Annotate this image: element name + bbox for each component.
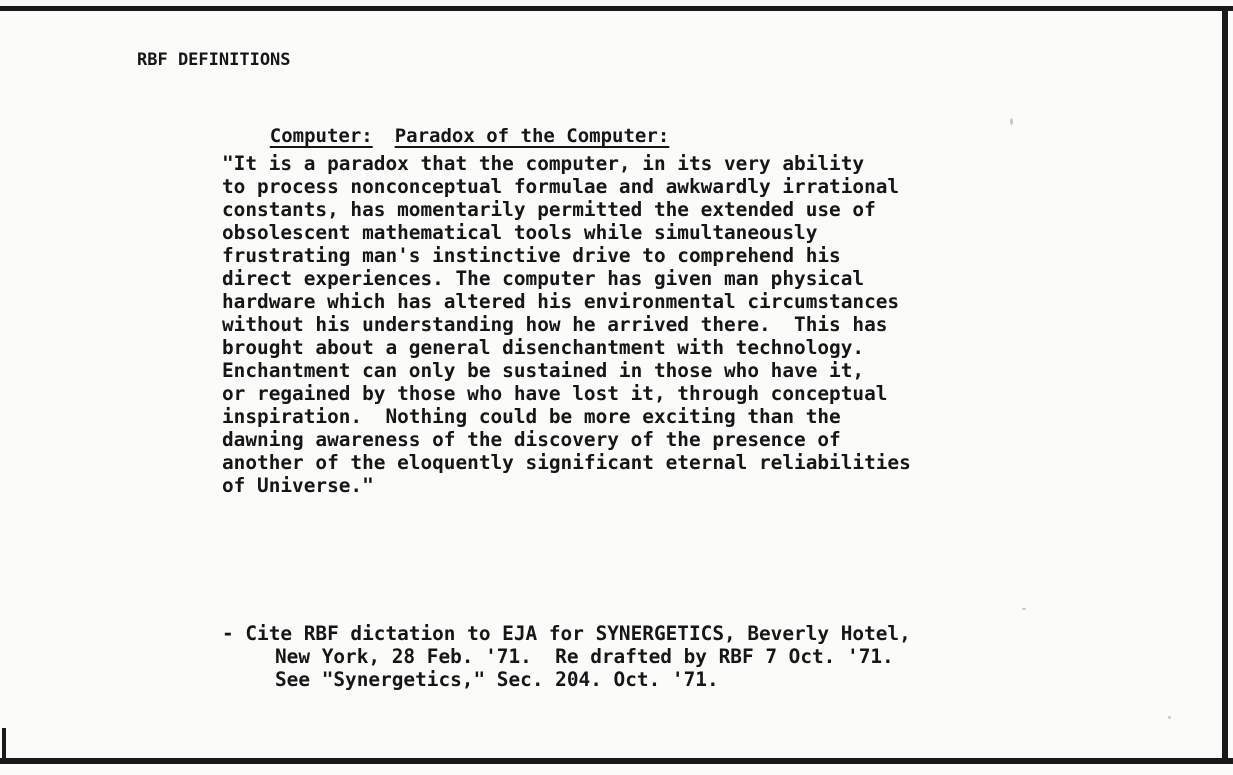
citation-line: See "Synergetics," Sec. 204. Oct. '71.	[275, 668, 719, 691]
quote-line: Enchantment can only be sustained in those who have it,	[222, 359, 865, 382]
quote-line: to process nonconceptual formulae and awkwardly irrational	[222, 175, 900, 198]
paper-speck	[1010, 118, 1013, 125]
quote-block	[222, 152, 1082, 497]
paper-speck	[1022, 608, 1026, 610]
quote-line: without his understanding how he arrived there. This has	[222, 313, 888, 336]
quote-line: or regained by those who have lost it, through conceptual	[222, 382, 888, 405]
quote-line: hardware which has altered his environmental circumstances	[222, 290, 900, 313]
page-border-right	[1222, 6, 1228, 764]
quote-line: dawning awareness of the discovery of the presence of	[222, 428, 841, 451]
quote-line: of Universe."	[222, 474, 374, 497]
page-border-bottom	[0, 758, 1233, 764]
definition-subtitle: Paradox of the Computer:	[394, 125, 670, 147]
quote-line: brought about a general disenchantment with technology.	[222, 336, 865, 359]
quote-line: direct experiences. The computer has given man physical	[222, 267, 865, 290]
quote-line: "It is a paradox that the computer, in its very ability	[222, 152, 865, 175]
citation-block	[222, 622, 1082, 691]
paper-speck	[1168, 716, 1171, 719]
term-label: Computer:	[269, 125, 373, 147]
quote-line: obsolescent mathematical tools while simultaneously	[222, 221, 818, 244]
quote-line: another of the eloquently significant eternal reliabilities	[222, 451, 911, 474]
page-border-left-fragment	[2, 728, 6, 764]
document-heading: RBF DEFINITIONS	[137, 50, 291, 70]
citation-line: - Cite RBF dictation to EJA for SYNERGETICS, Beverly Hotel,	[222, 622, 911, 645]
page-border-top	[0, 6, 1233, 11]
quote-line: inspiration. Nothing could be more exciting than the	[222, 405, 841, 428]
quote-line: frustrating man's instinctive drive to comprehend his	[222, 244, 841, 267]
quote-line: constants, has momentarily permitted the extended use of	[222, 198, 876, 221]
citation-line: New York, 28 Feb. '71. Re drafted by RBF 7 Oct. '71.	[275, 645, 894, 668]
